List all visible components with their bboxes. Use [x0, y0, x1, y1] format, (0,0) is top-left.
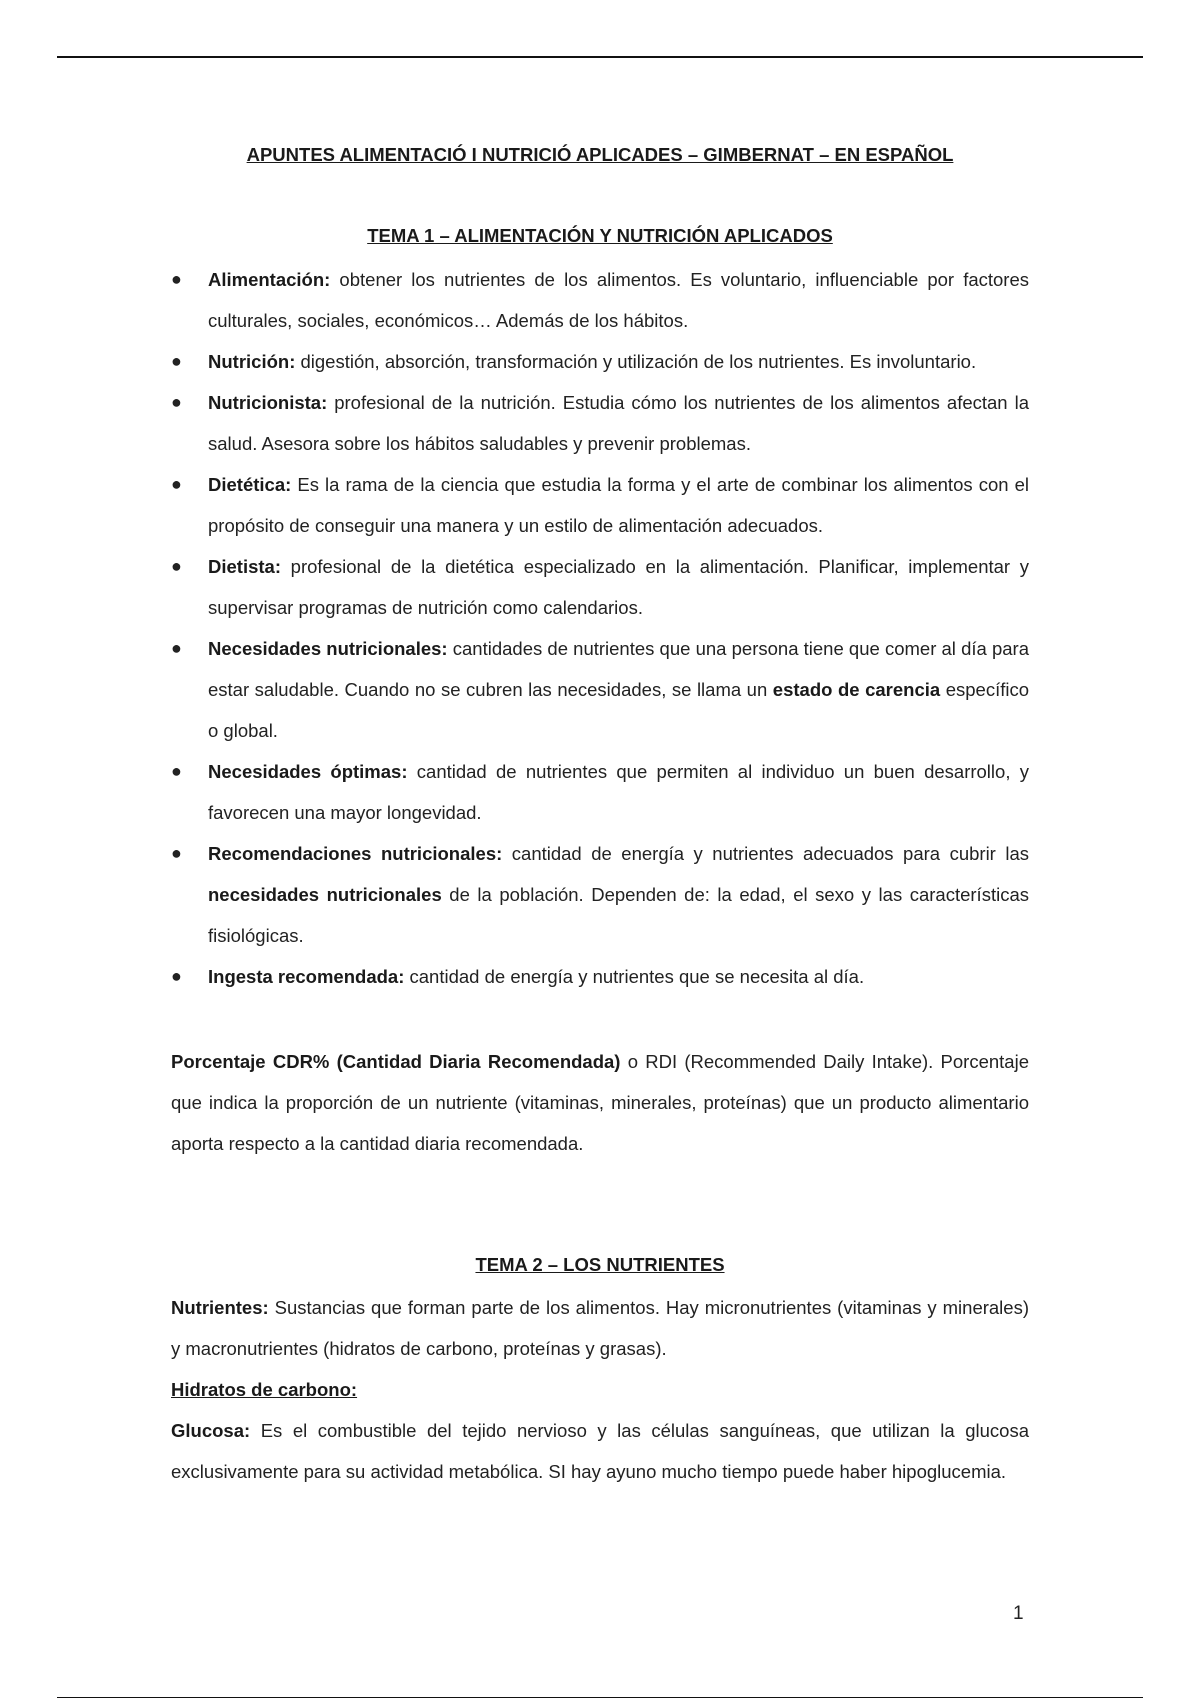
list-item	[171, 956, 1029, 997]
bullet-icon: ●	[171, 474, 182, 494]
footer-rule	[57, 1697, 1143, 1698]
header-rule	[57, 56, 1143, 58]
definition: Es la rama de la ciencia que estudia la forma y el arte de combinar los alimentos con el propósito de conseguir una manera y un estilo de alimentación adecuados.	[208, 474, 1029, 536]
term: Nutricionista:	[208, 392, 328, 413]
definition: Sustancias que forman parte de los alimentos. Hay micronutrientes (vitaminas y minerales) y macronutrientes (hidratos de carbono, proteínas y grasas).	[171, 1297, 1029, 1359]
definition: cantidad de nutrientes que permiten al individuo un buen desarrollo, y favorecen una mayor longevidad.	[208, 761, 1029, 823]
list-item	[171, 382, 1029, 464]
term: Glucosa:	[171, 1420, 251, 1441]
definition: Es el combustible del tejido nervioso y las células sanguíneas, que utilizan la glucosa exclusivamente para su actividad metabólica. SI hay ayuno mucho tiempo puede haber hipoglucemia.	[171, 1420, 1029, 1482]
definition: o RDI (Recommended Daily Intake). Porcentaje que indica la proporción de un nutriente (vitaminas, minerales, proteínas) que un producto alimentario aporta respecto a la cantidad diaria recomendada.	[171, 1051, 1029, 1154]
list-item	[171, 341, 1029, 382]
definition: cantidad de energía y nutrientes adecuados para cubrir las	[502, 843, 1029, 864]
definition: profesional de la nutrición. Estudia cómo los nutrientes de los alimentos afectan la salud. Asesora sobre los hábitos saludables y prevenir problemas.	[208, 392, 1029, 454]
list-item	[171, 628, 1029, 751]
list-item	[171, 464, 1029, 546]
term: Porcentaje CDR% (Cantidad Diaria Recomendada)	[171, 1051, 621, 1072]
term: Alimentación:	[208, 269, 331, 290]
nutrientes-paragraph	[171, 1287, 1029, 1369]
tema1-definitions-list	[171, 259, 1029, 997]
cdr-paragraph	[171, 1041, 1029, 1164]
document-title: APUNTES ALIMENTACIÓ I NUTRICIÓ APLICADES – GIMBERNAT – EN ESPAÑOL	[246, 144, 954, 165]
bullet-icon: ●	[171, 638, 182, 658]
subheading: Hidratos de carbono:	[171, 1379, 358, 1400]
list-item	[171, 546, 1029, 628]
definition: de la población. Dependen de: la edad, el sexo y las características fisiológicas.	[208, 884, 1029, 946]
list-item	[171, 833, 1029, 956]
term: Dietética:	[208, 474, 292, 495]
list-item	[171, 259, 1029, 341]
term: Necesidades nutricionales:	[208, 638, 448, 659]
hidratos-subheading	[171, 1369, 1029, 1410]
bullet-icon: ●	[171, 843, 182, 863]
bullet-icon: ●	[171, 556, 182, 576]
definition: cantidades de nutrientes que una persona tiene que comer al día para estar saludable. Cuando no se cubren las necesidades, se llama un	[208, 638, 1029, 700]
definition: digestión, absorción, transformación y utilización de los nutrientes. Es involuntario.	[295, 351, 977, 372]
glucosa-paragraph	[171, 1410, 1029, 1492]
term: Recomendaciones nutricionales:	[208, 843, 503, 864]
emphasis: estado de carencia	[772, 679, 941, 700]
definition: cantidad de energía y nutrientes que se necesita al día.	[404, 966, 865, 987]
bullet-icon: ●	[171, 966, 182, 986]
emphasis: necesidades nutricionales	[208, 884, 442, 905]
term: Ingesta recomendada:	[208, 966, 405, 987]
definition: específico o global.	[208, 679, 1029, 741]
bullet-icon: ●	[171, 351, 182, 371]
term: Dietista:	[208, 556, 281, 577]
tema2-heading: TEMA 2 – LOS NUTRIENTES	[475, 1254, 725, 1275]
list-item	[171, 751, 1029, 833]
term: Nutrientes:	[171, 1297, 269, 1318]
definition: profesional de la dietética especializado en la alimentación. Planificar, implementar y supervisar programas de nutrición como calendarios.	[208, 556, 1029, 618]
bullet-icon: ●	[171, 269, 182, 289]
term: Nutrición:	[208, 351, 296, 372]
bullet-icon: ●	[171, 761, 182, 781]
term: Necesidades óptimas:	[208, 761, 408, 782]
page-number: 1	[1013, 1603, 1024, 1624]
bullet-icon: ●	[171, 392, 182, 412]
definition: obtener los nutrientes de los alimentos. Es voluntario, influenciable por factores culturales, sociales, económicos… Además de los hábitos.	[208, 269, 1029, 331]
tema1-heading: TEMA 1 – ALIMENTACIÓN Y NUTRICIÓN APLICADOS	[367, 225, 833, 246]
